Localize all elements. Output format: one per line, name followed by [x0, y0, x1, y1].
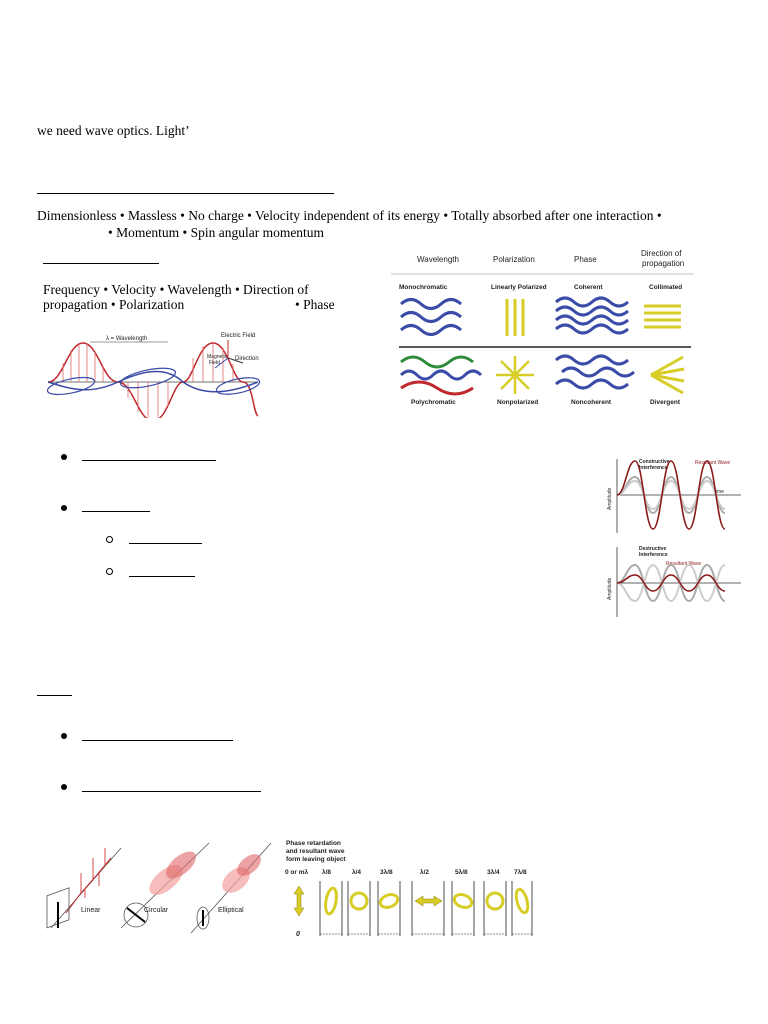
header-polarization: Polarization	[493, 255, 535, 264]
label-linearly-polarized: Linearly Polarized	[491, 284, 547, 291]
col-label-2: λ/4	[352, 869, 362, 876]
label-noncoherent: Noncoherent	[571, 399, 612, 406]
heading-blank-rule	[37, 193, 334, 194]
destructive-title-1: Destructive	[639, 546, 667, 552]
col-label-1: λ/8	[322, 869, 332, 876]
electromagnetic-wave-figure	[43, 328, 275, 418]
label-collimated: Collimated	[649, 284, 683, 291]
light-properties-figure	[391, 244, 694, 410]
subheading-blank-rule	[43, 263, 159, 264]
wave-properties-line2b: • Phase	[295, 297, 335, 312]
header-direction-1: Direction of	[641, 249, 682, 258]
bullet-marker	[61, 505, 67, 511]
electric-field-label: Electric Field	[221, 333, 256, 339]
sub-bullet-marker	[106, 536, 113, 543]
zero-label: 0	[296, 931, 300, 938]
col-label-4: λ/2	[420, 869, 430, 876]
sub-bullet-blank-rule	[129, 576, 195, 577]
photon-properties-line2: • Momentum • Spin angular momentum	[108, 225, 325, 240]
intro-text: we need wave optics. Light’	[37, 123, 190, 138]
col-label-3: 3λ/8	[380, 869, 393, 876]
direction-label: Direction	[235, 356, 259, 362]
bullet-blank-rule	[82, 791, 261, 792]
retardation-title-1: Phase retardation	[286, 840, 341, 847]
bullet-marker	[61, 733, 67, 739]
circular-label: Circular	[144, 907, 169, 914]
bullet-marker	[61, 784, 67, 790]
retardation-title-2: and resultant wave	[286, 848, 345, 855]
interference-figure	[603, 455, 743, 623]
header-wavelength: Wavelength	[417, 255, 459, 264]
photon-properties-line1: Dimensionless • Massless • No charge • Velocity independent of its energy • Totally absorbed after one interaction •	[37, 208, 662, 223]
wave-properties-line2a: propagation • Polarization	[43, 297, 185, 312]
sub-bullet-blank-rule	[129, 543, 202, 544]
bullet-marker	[61, 454, 67, 460]
phase-retardation-figure	[282, 836, 534, 942]
destructive-title-2: Interference	[639, 552, 668, 558]
section-blank-rule	[37, 695, 72, 696]
col-label-5: 5λ/8	[455, 869, 468, 876]
wave-properties-line1: Frequency • Velocity • Wavelength • Direction of	[43, 282, 309, 297]
time-label: Time	[713, 489, 724, 495]
magnetic-field-label-2: Field	[209, 360, 220, 366]
col-label-0: 0 or mλ	[285, 869, 309, 876]
retardation-title-3: form leaving object	[286, 856, 346, 863]
wavelength-label: λ = Wavelength	[106, 336, 148, 342]
bullet-blank-rule	[82, 511, 150, 512]
bullet-blank-rule	[82, 740, 233, 741]
amplitude-label-top: Amplitude	[607, 487, 613, 510]
header-phase: Phase	[574, 255, 597, 264]
label-coherent: Coherent	[574, 284, 603, 291]
polarization-types-figure	[41, 838, 276, 942]
sub-bullet-marker	[106, 568, 113, 575]
label-monochromatic: Monochromatic	[399, 284, 448, 291]
destructive-legend: Resultant Wave	[666, 561, 702, 567]
amplitude-label-bottom: Amplitude	[607, 577, 613, 600]
label-divergent: Divergent	[650, 399, 680, 406]
elliptical-label: Elliptical	[218, 907, 244, 914]
col-label-6: 3λ/4	[487, 869, 500, 876]
constructive-title-2: Interference	[639, 465, 668, 471]
magnetic-field-label-1: Magnetic	[207, 354, 228, 360]
constructive-title-1: Constructive	[639, 459, 670, 465]
label-nonpolarized: Nonpolarized	[497, 399, 539, 406]
col-label-7: 7λ/8	[514, 869, 527, 876]
header-direction-2: propagation	[642, 259, 685, 268]
bullet-blank-rule	[82, 460, 216, 461]
linear-label: Linear	[81, 907, 101, 914]
label-polychromatic: Polychromatic	[411, 399, 456, 406]
constructive-legend: Resultant Wave	[695, 460, 731, 466]
